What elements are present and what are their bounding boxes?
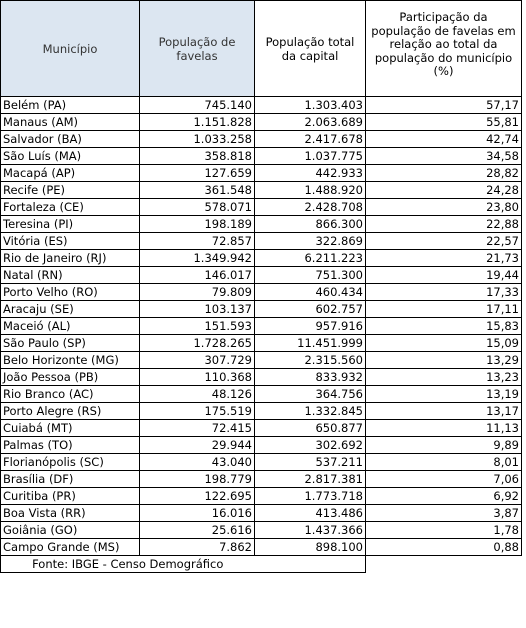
cell-populacao-total: 650.877 (255, 420, 366, 437)
cell-participacao: 1,78 (366, 522, 522, 539)
cell-municipio: Macapá (AP) (1, 165, 140, 182)
cell-populacao-total: 11.451.999 (255, 335, 366, 352)
cell-participacao: 13,19 (366, 386, 522, 403)
cell-populacao-total: 833.932 (255, 369, 366, 386)
table-row (1, 437, 522, 454)
table-row (1, 471, 522, 488)
cell-populacao-total: 1.303.403 (255, 97, 366, 114)
cell-populacao-favelas: 16.016 (140, 505, 255, 522)
cell-municipio: Palmas (TO) (1, 437, 140, 454)
cell-municipio: Aracaju (SE) (1, 301, 140, 318)
cell-populacao-total: 2.063.689 (255, 114, 366, 131)
cell-populacao-total: 602.757 (255, 301, 366, 318)
cell-municipio: Campo Grande (MS) (1, 539, 140, 556)
cell-populacao-total: 413.486 (255, 505, 366, 522)
cell-populacao-favelas: 79.809 (140, 284, 255, 301)
cell-municipio: Brasília (DF) (1, 471, 140, 488)
cell-municipio: João Pessoa (PB) (1, 369, 140, 386)
table-row (1, 250, 522, 267)
cell-populacao-total: 6.211.223 (255, 250, 366, 267)
table-row (1, 301, 522, 318)
table-row (1, 284, 522, 301)
cell-populacao-favelas: 25.616 (140, 522, 255, 539)
cell-municipio: Fortaleza (CE) (1, 199, 140, 216)
cell-participacao: 21,73 (366, 250, 522, 267)
cell-populacao-favelas: 358.818 (140, 148, 255, 165)
cell-participacao: 24,28 (366, 182, 522, 199)
table-row (1, 233, 522, 250)
table-row (1, 335, 522, 352)
table-row (1, 505, 522, 522)
cell-populacao-total: 1.332.845 (255, 403, 366, 420)
cell-municipio: Vitória (ES) (1, 233, 140, 250)
cell-municipio: Salvador (BA) (1, 131, 140, 148)
cell-municipio: Recife (PE) (1, 182, 140, 199)
cell-populacao-favelas: 72.857 (140, 233, 255, 250)
cell-participacao: 15,83 (366, 318, 522, 335)
cell-municipio: Porto Velho (RO) (1, 284, 140, 301)
cell-municipio: Manaus (AM) (1, 114, 140, 131)
cell-populacao-favelas: 43.040 (140, 454, 255, 471)
cell-populacao-favelas: 127.659 (140, 165, 255, 182)
header-participacao: Participação da população de favelas em relação ao total da população do município (%) (366, 1, 522, 97)
cell-populacao-total: 322.869 (255, 233, 366, 250)
cell-populacao-favelas: 1.151.828 (140, 114, 255, 131)
table-row (1, 369, 522, 386)
cell-populacao-total: 866.300 (255, 216, 366, 233)
table-row (1, 114, 522, 131)
cell-participacao: 15,09 (366, 335, 522, 352)
cell-participacao: 22,88 (366, 216, 522, 233)
cell-populacao-favelas: 198.779 (140, 471, 255, 488)
source-note: Fonte: IBGE - Censo Demográfico (1, 556, 255, 573)
cell-populacao-favelas: 72.415 (140, 420, 255, 437)
cell-participacao: 13,17 (366, 403, 522, 420)
cell-municipio: Maceió (AL) (1, 318, 140, 335)
table-row (1, 539, 522, 556)
table-row (1, 182, 522, 199)
header-row (1, 1, 522, 97)
cell-participacao: 0,88 (366, 539, 522, 556)
cell-participacao: 9,89 (366, 437, 522, 454)
header-populacao-favelas: População de favelas (140, 1, 255, 97)
cell-populacao-total: 442.933 (255, 165, 366, 182)
cell-municipio: Teresina (PI) (1, 216, 140, 233)
header-populacao-total: População total da capital (255, 1, 366, 97)
cell-populacao-total: 957.916 (255, 318, 366, 335)
cell-populacao-favelas: 1.728.265 (140, 335, 255, 352)
cell-populacao-total: 537.211 (255, 454, 366, 471)
cell-participacao: 7,06 (366, 471, 522, 488)
table-row (1, 352, 522, 369)
cell-populacao-total: 1.488.920 (255, 182, 366, 199)
cell-populacao-favelas: 1.033.258 (140, 131, 255, 148)
cell-populacao-total: 302.692 (255, 437, 366, 454)
cell-populacao-total: 1.437.366 (255, 522, 366, 539)
cell-municipio: Goiânia (GO) (1, 522, 140, 539)
table-row (1, 386, 522, 403)
table-row (1, 318, 522, 335)
table-row (1, 199, 522, 216)
table-row (1, 420, 522, 437)
cell-populacao-favelas: 103.137 (140, 301, 255, 318)
source-blank (366, 556, 522, 573)
cell-participacao: 42,74 (366, 131, 522, 148)
table-body (1, 97, 522, 556)
header-municipio: Município (1, 1, 140, 97)
cell-municipio: Cuiabá (MT) (1, 420, 140, 437)
cell-populacao-total: 2.315.560 (255, 352, 366, 369)
cell-participacao: 19,44 (366, 267, 522, 284)
cell-participacao: 3,87 (366, 505, 522, 522)
cell-populacao-total: 1.773.718 (255, 488, 366, 505)
cell-municipio: São Luís (MA) (1, 148, 140, 165)
cell-participacao: 17,11 (366, 301, 522, 318)
cell-participacao: 13,23 (366, 369, 522, 386)
cell-populacao-favelas: 48.126 (140, 386, 255, 403)
cell-populacao-total: 2.417.678 (255, 131, 366, 148)
cell-populacao-favelas: 745.140 (140, 97, 255, 114)
table-row (1, 148, 522, 165)
cell-municipio: Natal (RN) (1, 267, 140, 284)
table-row (1, 488, 522, 505)
cell-municipio: Boa Vista (RR) (1, 505, 140, 522)
cell-municipio: Rio Branco (AC) (1, 386, 140, 403)
table-row (1, 522, 522, 539)
cell-participacao: 23,80 (366, 199, 522, 216)
table-row (1, 165, 522, 182)
cell-populacao-favelas: 307.729 (140, 352, 255, 369)
cell-populacao-favelas: 198.189 (140, 216, 255, 233)
cell-participacao: 11,13 (366, 420, 522, 437)
table-row (1, 97, 522, 114)
cell-populacao-favelas: 578.071 (140, 199, 255, 216)
cell-municipio: Belém (PA) (1, 97, 140, 114)
cell-populacao-favelas: 29.944 (140, 437, 255, 454)
cell-populacao-total: 2.817.381 (255, 471, 366, 488)
cell-participacao: 57,17 (366, 97, 522, 114)
cell-populacao-favelas: 110.368 (140, 369, 255, 386)
cell-participacao: 17,33 (366, 284, 522, 301)
table-row (1, 454, 522, 471)
cell-participacao: 22,57 (366, 233, 522, 250)
table-row (1, 131, 522, 148)
cell-populacao-total: 2.428.708 (255, 199, 366, 216)
table-row (1, 403, 522, 420)
cell-municipio: São Paulo (SP) (1, 335, 140, 352)
cell-participacao: 34,58 (366, 148, 522, 165)
cell-populacao-total: 751.300 (255, 267, 366, 284)
cell-populacao-favelas: 1.349.942 (140, 250, 255, 267)
cell-populacao-favelas: 361.548 (140, 182, 255, 199)
source-row (1, 556, 522, 573)
cell-participacao: 28,82 (366, 165, 522, 182)
cell-populacao-favelas: 122.695 (140, 488, 255, 505)
cell-populacao-favelas: 175.519 (140, 403, 255, 420)
source-empty-cell (255, 556, 366, 573)
cell-participacao: 8,01 (366, 454, 522, 471)
cell-populacao-total: 364.756 (255, 386, 366, 403)
cell-municipio: Porto Alegre (RS) (1, 403, 140, 420)
cell-participacao: 13,29 (366, 352, 522, 369)
cell-participacao: 55,81 (366, 114, 522, 131)
cell-participacao: 6,92 (366, 488, 522, 505)
cell-municipio: Belo Horizonte (MG) (1, 352, 140, 369)
table-row (1, 267, 522, 284)
cell-populacao-total: 460.434 (255, 284, 366, 301)
cell-populacao-favelas: 146.017 (140, 267, 255, 284)
cell-municipio: Curitiba (PR) (1, 488, 140, 505)
table-row (1, 216, 522, 233)
cell-populacao-total: 1.037.775 (255, 148, 366, 165)
cell-populacao-total: 898.100 (255, 539, 366, 556)
cell-populacao-favelas: 7.862 (140, 539, 255, 556)
cell-municipio: Rio de Janeiro (RJ) (1, 250, 140, 267)
cell-populacao-favelas: 151.593 (140, 318, 255, 335)
cell-municipio: Florianópolis (SC) (1, 454, 140, 471)
